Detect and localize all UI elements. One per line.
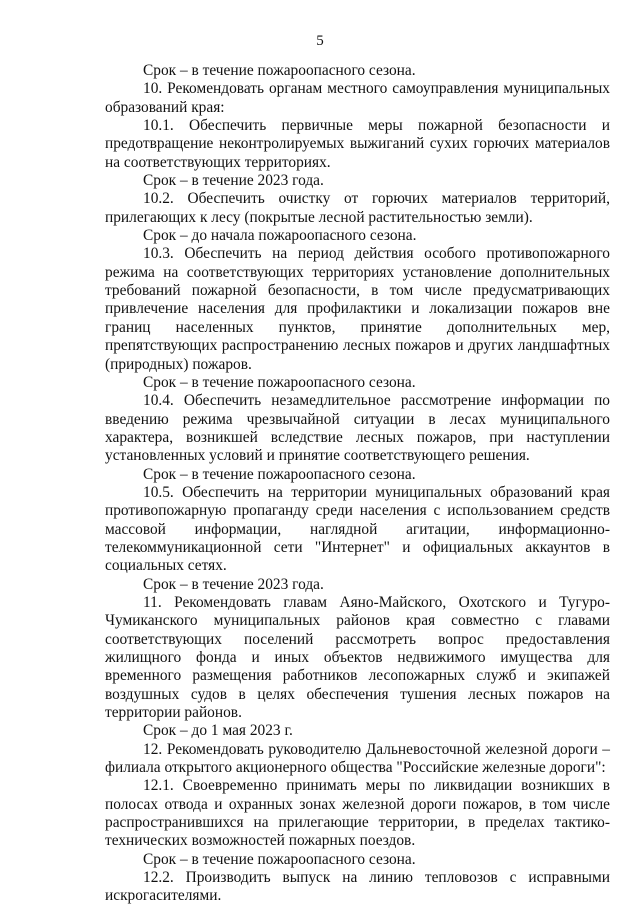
deadline-line: Срок – в течение 2023 года. xyxy=(143,575,324,593)
document-body xyxy=(105,62,610,906)
paragraph: 12.1. Своевременно принимать меры по ликвидации возникших в полосах отвода и охранных зонах железной дороги пожаров, в том числе распространившихся на прилегающие территории, в пределах тактико-технических возможностей пожарных поездов. xyxy=(105,777,610,850)
paragraph: 10.1. Обеспечить первичные меры пожарной безопасности и предотвращение неконтролируемых выжиганий сухих горючих материалов на соответствующих территориях. xyxy=(105,117,610,171)
deadline-line: Срок – до начала пожароопасного сезона. xyxy=(143,227,417,245)
paragraph: 10. Рекомендовать органам местного самоуправления муниципальных образований края: xyxy=(105,80,610,116)
deadline-line: Срок – до 1 мая 2023 г. xyxy=(143,722,293,740)
paragraph: 12. Рекомендовать руководителю Дальневосточной железной дороги – филиала открытого акционерного общества "Российские железные дороги": xyxy=(105,740,610,777)
page-number: 5 xyxy=(316,33,324,49)
deadline-line: Срок – в течение пожароопасного сезона. xyxy=(143,373,416,391)
deadline-line: Срок – в течение 2023 года. xyxy=(143,172,324,190)
deadline-line: Срок – в течение пожароопасного сезона. xyxy=(143,465,416,483)
paragraph: 10.4. Обеспечить незамедлительное рассмотрение информации по введению режима чрезвычайной ситуации в лесах муниципального характера, возникшей вследствие лесных пожаров, при наступлении установленных условий и принятие соответствующего решения. xyxy=(105,392,610,465)
paragraph: 10.5. Обеспечить на территории муниципальных образований края противопожарную пропаганду среди населения с использованием средств массовой информации, наглядной агитации, информационно-телекоммуникационной сети "Интернет" и официальных аккаунтов в социальных сетях. xyxy=(105,483,610,575)
paragraph: 10.3. Обеспечить на период действия особого противопожарного режима на соответствующих территориях установление дополнительных требований пожарной безопасности, в том числе предусматривающих привлечение населения для профилактики и локализации пожаров вне границ населенных пунктов, принятие дополнительных мер, препятствующих распространению лесных пожаров и других ландшафтных (природных) пожаров. xyxy=(105,245,610,373)
paragraph: 12.2. Производить выпуск на линию тепловозов с исправными искрогасителями. xyxy=(105,869,610,905)
deadline-line: Срок – в течение пожароопасного сезона. xyxy=(143,62,416,79)
deadline-line: Срок – в течение пожароопасного сезона. xyxy=(143,850,416,868)
paragraph: 10.2. Обеспечить очистку от горючих материалов территорий, прилегающих к лесу (покрытые лесной растительностью земли). xyxy=(105,190,610,226)
paragraph: 11. Рекомендовать главам Аяно-Майского, Охотского и Тугуро-Чумиканского муниципальных районов края совместно с главами соответствующих поселений рассмотреть вопрос предоставления жилищного фонда и иных объектов недвижимого имущества для временного размещения работников лесопожарных служб и экипажей воздушных судов в целях обеспечения тушения лесных пожаров на территории районов. xyxy=(105,593,610,722)
